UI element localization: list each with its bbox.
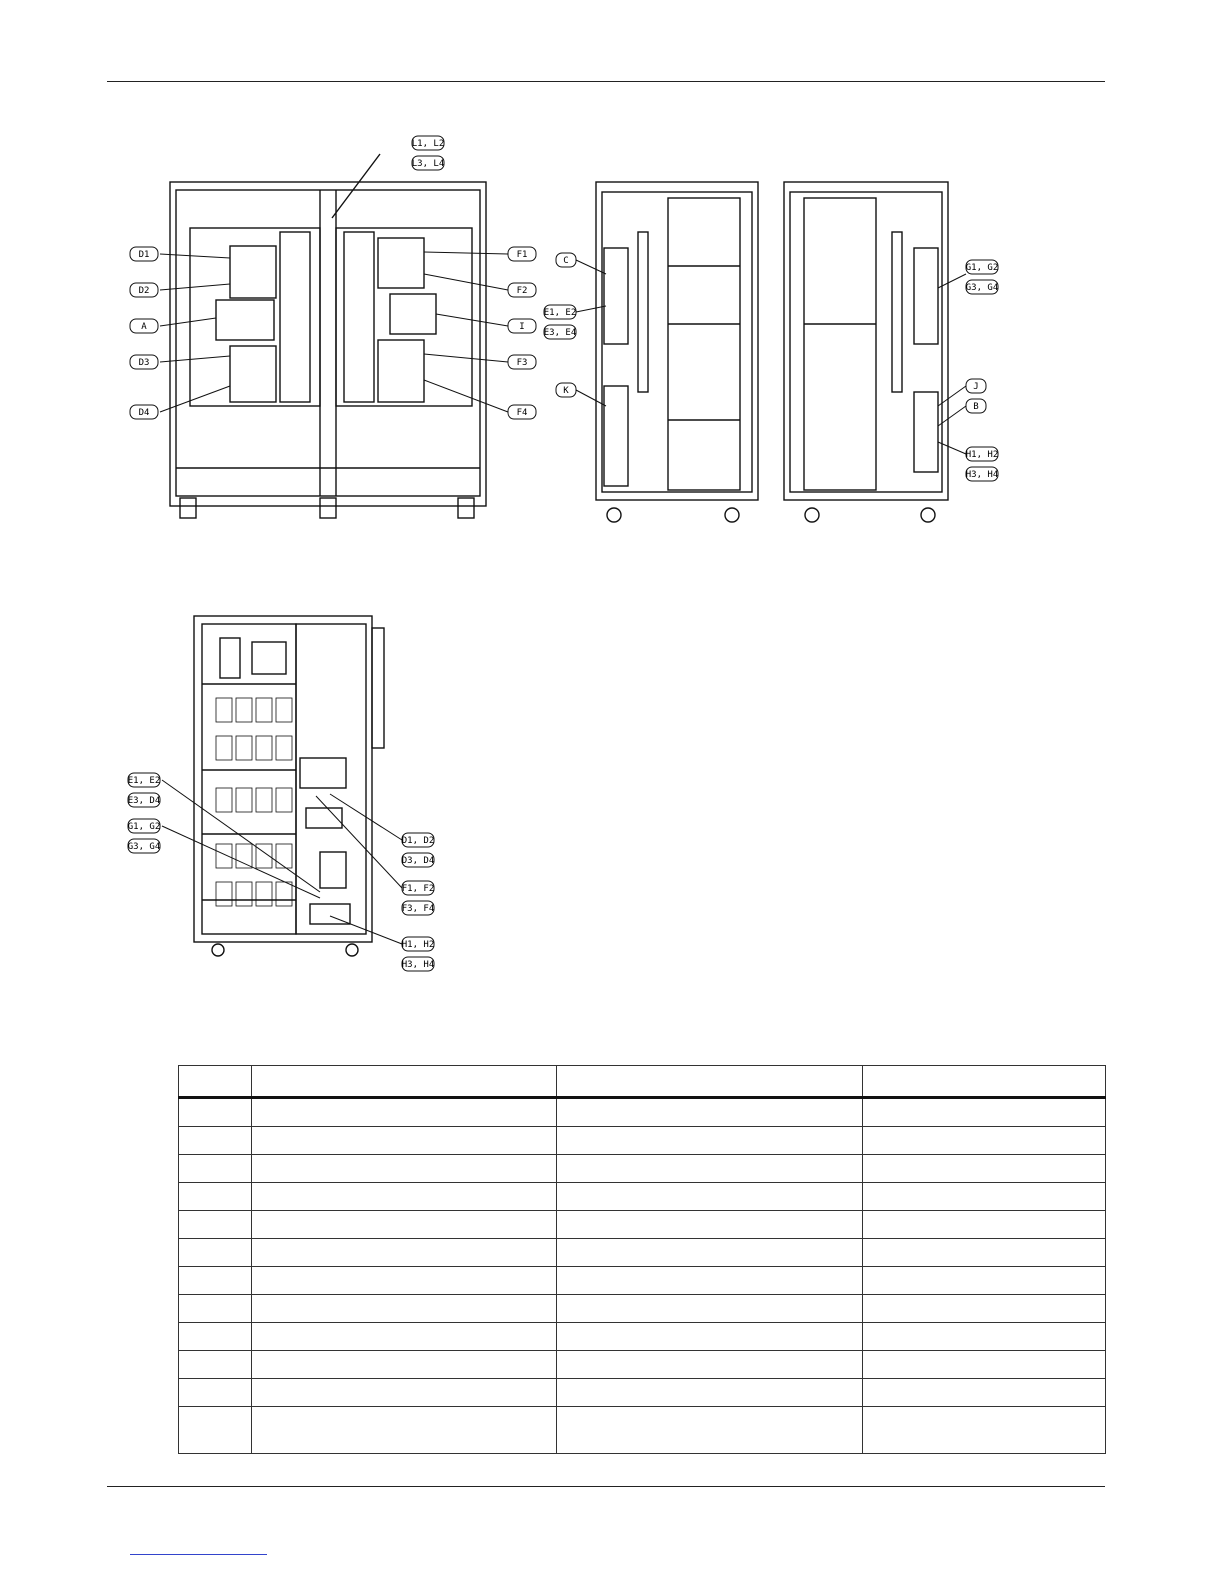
table-cell [863,1295,1106,1323]
table-cell [251,1098,556,1127]
table-cell [251,1183,556,1211]
callout-label: G3, G4 [127,842,161,852]
callout-label: B [973,402,979,412]
table-cell [251,1239,556,1267]
callout-label: H1, H2 [965,450,999,460]
callout-label: D1 [138,250,150,260]
callout-label: H3, H4 [965,470,999,480]
table-cell [251,1295,556,1323]
table-row [179,1323,1106,1351]
footer-link-underline[interactable] [130,1554,267,1555]
callout-label: H1, H2 [401,940,435,950]
table-cell [863,1379,1106,1407]
table-cell [179,1127,252,1155]
table-cell [863,1351,1106,1379]
table-row [179,1407,1106,1454]
callout-label: E3, D4 [127,796,161,806]
callout-label: F3, F4 [401,904,435,914]
table-cell [556,1295,863,1323]
callout-label: E1, E2 [127,776,161,786]
table-cell [179,1211,252,1239]
callout-label: D3, D4 [401,856,435,866]
internal-view-drawing [120,608,450,978]
table-header-cell [863,1066,1106,1098]
table-row [179,1239,1106,1267]
table-cell [556,1098,863,1127]
table-cell [251,1379,556,1407]
table-cell [179,1379,252,1407]
table-header-row [179,1066,1106,1098]
table-cell [251,1407,556,1454]
callout-label: F3 [516,358,528,368]
table-row [179,1183,1106,1211]
callout-label: I [519,322,525,332]
header-rule [107,81,1105,82]
parts-table [178,1065,1106,1454]
table-cell [556,1379,863,1407]
table-cell [863,1183,1106,1211]
callout-label: F1, F2 [401,884,435,894]
table-header-cell [179,1066,252,1098]
table-cell [863,1127,1106,1155]
table-cell [179,1407,252,1454]
footer-rule [107,1486,1105,1487]
table-cell [251,1211,556,1239]
callout-label: L3, L4 [411,159,445,169]
table-row [179,1127,1106,1155]
table-row [179,1379,1106,1407]
table-cell [251,1351,556,1379]
table-row [179,1351,1106,1379]
table-cell [863,1239,1106,1267]
callout-label: G3, G4 [965,283,999,293]
table-cell [556,1211,863,1239]
table-cell [863,1098,1106,1127]
table-cell [556,1183,863,1211]
callout-label: G1, G2 [127,822,161,832]
table-cell [556,1407,863,1454]
table-cell [863,1323,1106,1351]
callout-label: G1, G2 [965,263,999,273]
callout-label: C [563,256,569,266]
callout-label: D1, D2 [401,836,435,846]
table-cell [863,1155,1106,1183]
table-cell [179,1098,252,1127]
table-cell [863,1407,1106,1454]
callout-label: D2 [138,286,150,296]
table-cell [251,1323,556,1351]
table-row [179,1155,1106,1183]
table-cell [179,1239,252,1267]
table-cell [179,1295,252,1323]
table-cell [251,1155,556,1183]
callout-label: D3 [138,358,150,368]
table-cell [179,1267,252,1295]
table-cell [556,1127,863,1155]
table-row [179,1211,1106,1239]
table-cell [251,1267,556,1295]
callout-label: F1 [516,250,528,260]
callout-label: A [141,322,147,332]
callout-label: K [563,386,569,396]
callout-label: F2 [516,286,528,296]
table-cell [179,1323,252,1351]
callout-label: H3, H4 [401,960,435,970]
table-row [179,1267,1106,1295]
callout-label: J [973,382,979,392]
table-header-cell [556,1066,863,1098]
table-cell [863,1267,1106,1295]
table-cell [556,1267,863,1295]
table-row [179,1295,1106,1323]
callout-label: D4 [138,408,150,418]
table-row [179,1098,1106,1127]
table-cell [251,1127,556,1155]
front-view-drawing [120,128,540,528]
table-cell [863,1211,1106,1239]
table-cell [556,1239,863,1267]
side-views-drawing [540,170,1010,535]
callout-label: F4 [516,408,528,418]
callout-label: E1, E2 [543,308,577,318]
table-cell [179,1183,252,1211]
table-cell [179,1155,252,1183]
table-cell [556,1351,863,1379]
table-cell [556,1155,863,1183]
callout-label: E3, E4 [543,328,577,338]
table-header-cell [251,1066,556,1098]
table-cell [179,1351,252,1379]
table-cell [556,1323,863,1351]
callout-label: L1, L2 [411,139,445,149]
